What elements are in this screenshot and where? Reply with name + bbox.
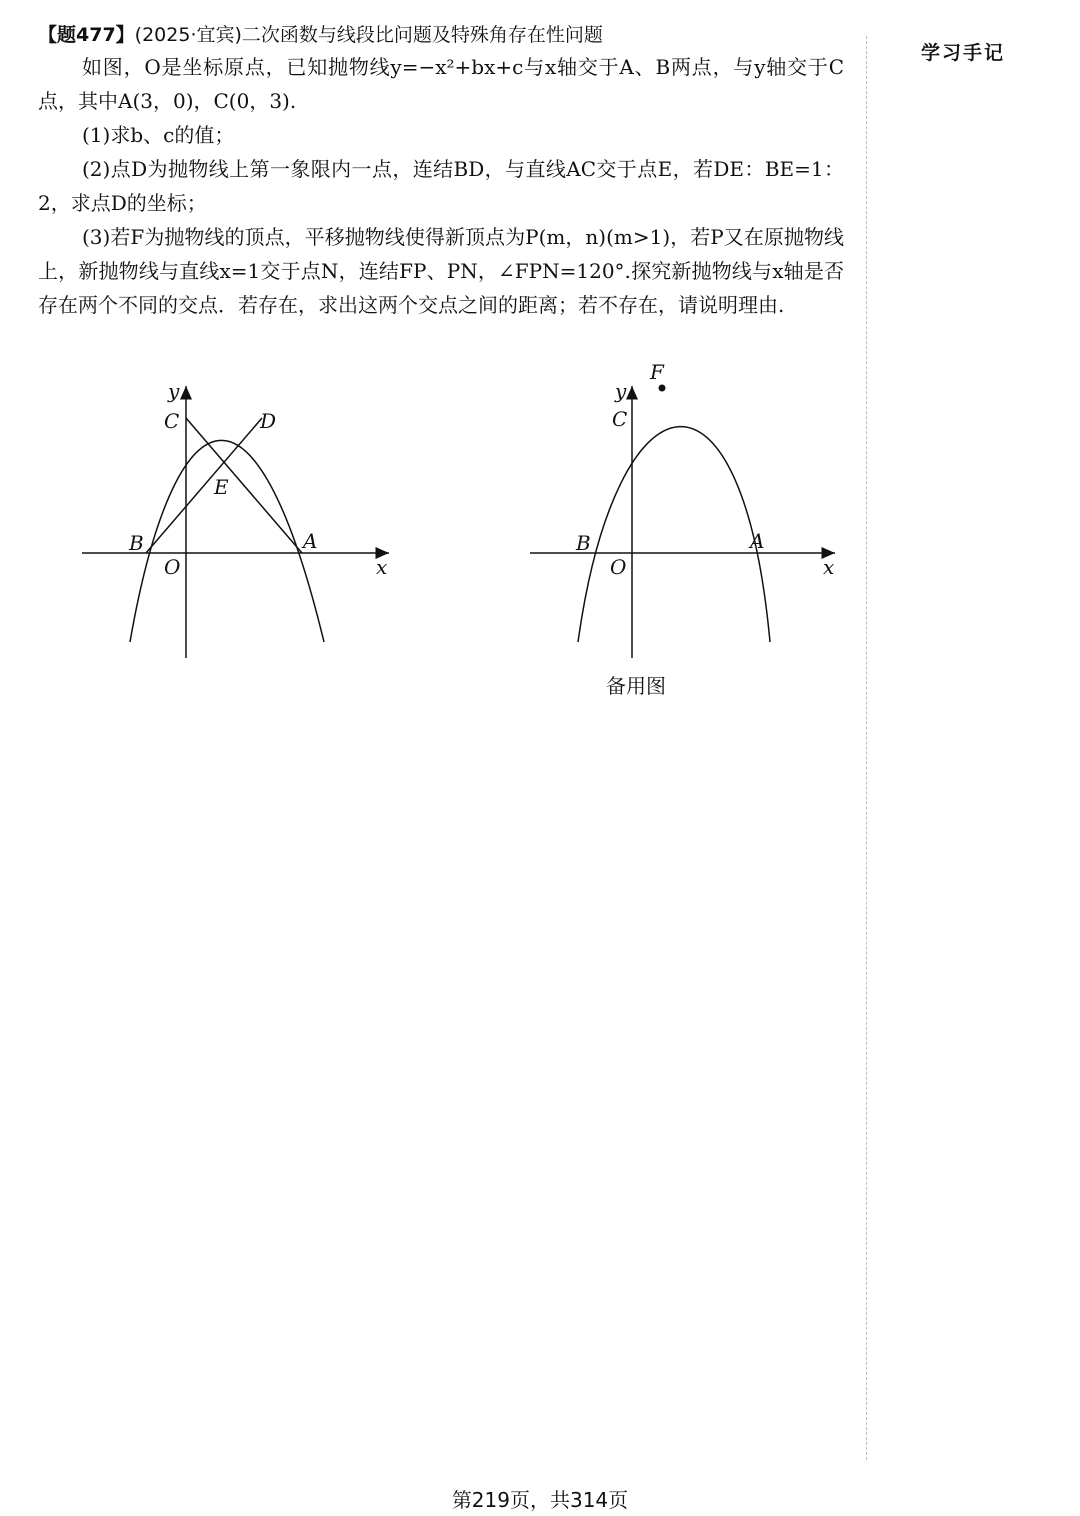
label-o: O <box>610 555 627 579</box>
problem-heading <box>38 20 844 50</box>
label-x: x <box>376 555 388 579</box>
label-c: C <box>164 409 180 433</box>
page-footer: 第219页，共314页 <box>451 1488 629 1512</box>
label-y: y <box>168 379 180 403</box>
label-b: B <box>576 531 591 555</box>
question-3: (3)若F为抛物线的顶点，平移抛物线使得新顶点为P(m，n)(m>1)，若P又在原抛物线上，新抛物线与直线x=1交于点N，连结FP、PN，∠FPN=120°.探究新抛物线与x轴是否存在两个不同的交点．若存在，求出这两个交点之间的距离；若不存在，请说明理由. <box>38 225 844 317</box>
problem-intro: 如图，O是坐标原点，已知抛物线y=−x²+bx+c与x轴交于A、B两点，与y轴交于C点，其中A(3，0)，C(0，3). <box>38 55 844 113</box>
figure-main <box>80 372 400 662</box>
problem-source: (2025·宜宾)二次函数与线段比问题及特殊角存在性问题 <box>134 24 603 46</box>
label-a: A <box>303 529 318 553</box>
parabola-curve <box>130 440 324 642</box>
label-c: C <box>612 407 628 431</box>
label-y: y <box>615 379 627 403</box>
problem-number: 【题477】 <box>38 24 135 46</box>
label-o: O <box>164 555 181 579</box>
label-d: D <box>260 409 277 433</box>
figure-backup <box>526 360 846 662</box>
label-e: E <box>214 475 229 499</box>
figure-main-svg <box>80 372 400 662</box>
vertex-point <box>659 385 666 392</box>
question-2: (2)点D为抛物线上第一象限内一点，连结BD，与直线AC交于点E，若DE：BE=1：2，求点D的坐标； <box>38 157 844 215</box>
parabola-curve <box>578 427 770 642</box>
label-x: x <box>823 555 835 579</box>
label-b: B <box>129 531 144 555</box>
label-a: A <box>750 529 765 553</box>
figure-caption: 备用图 <box>606 674 666 698</box>
problem-block <box>38 20 844 322</box>
label-f: F <box>650 360 664 384</box>
question-1: (1)求b、c的值； <box>82 123 235 147</box>
figure-backup-svg <box>526 360 846 662</box>
sidebar-divider <box>866 36 867 1460</box>
sidebar-title: 学习手记 <box>921 42 1006 64</box>
